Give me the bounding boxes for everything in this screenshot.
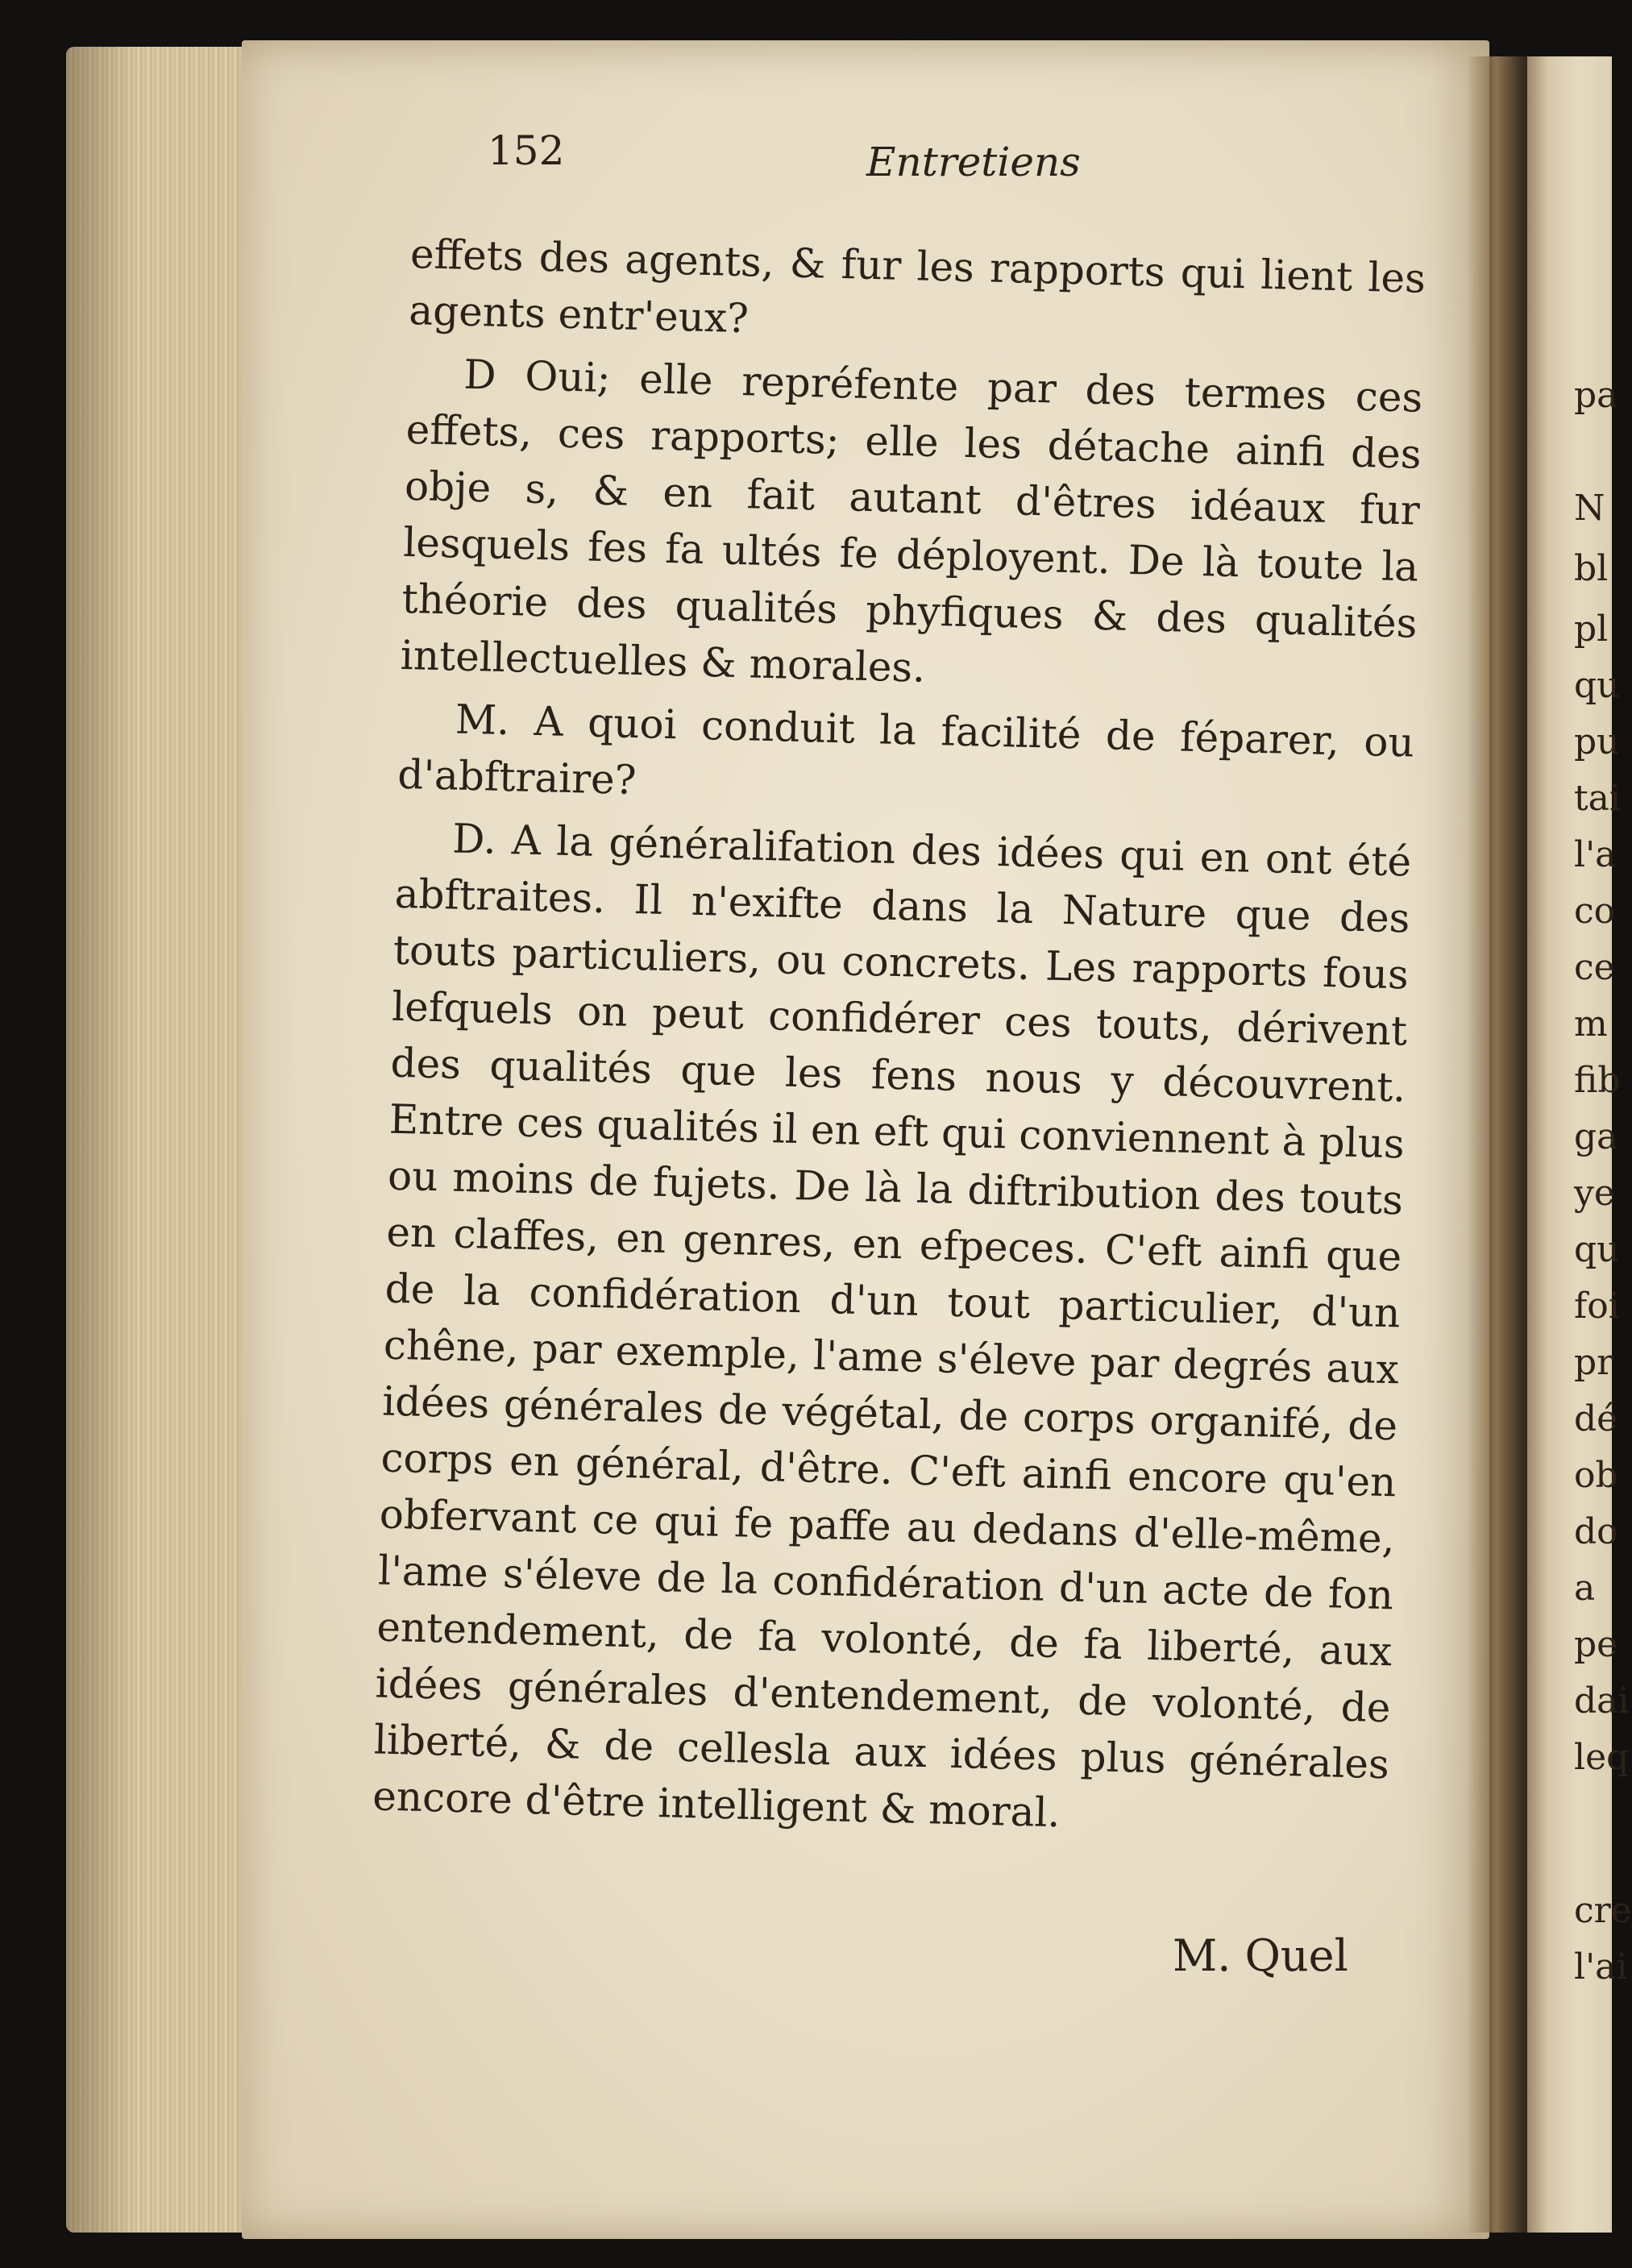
next-page-fragment: qu <box>1574 1229 1620 1270</box>
paragraph: effets des agents, & fur les rapports qui lient les agents entr'eux? <box>408 230 1426 343</box>
next-page <box>1527 56 1632 2233</box>
next-page-fragment: bl <box>1574 548 1609 589</box>
next-page-fragment: a <box>1574 1568 1596 1609</box>
next-page-fragment: m <box>1574 1003 1608 1045</box>
next-page-fragment: pr <box>1574 1342 1614 1383</box>
running-head: Entretiens <box>866 139 1081 185</box>
paragraph: D Oui; elle repréfente par des termes ces effets, ces rapports; elle les détache ainfi des obje s, & en fait autant d'êtres idéaux fur lesquels fes fa ultés fe déployent. De là toute la théorie des qualités phyfiques & des qualités intellectuelles & morales. <box>400 351 1423 692</box>
next-page-fragment: l'ai <box>1574 1946 1628 1988</box>
page-body <box>372 226 1426 1855</box>
next-page-fragment: qu <box>1574 665 1620 706</box>
next-page-fragment: leq <box>1574 1737 1630 1778</box>
catchword: M. Quel <box>1173 1930 1348 1981</box>
next-page-fragment: do <box>1574 1511 1618 1552</box>
next-page-fragment: dé <box>1574 1398 1618 1439</box>
paragraph: D. A la généralifation des idées qui en ont été abftraites. Il n'exifte dans la Nature que des touts particuliers, ou concrets. Les rapports fous lefquels on peut confidérer ces touts, dérivent des qualités que les fens nous y découvrent. Entre ces qualités il en eft qui conviennent à plus ou moins de fujets. De là la diftribution des touts en claffes, en genres, en efpeces. C'eft ainfi que de la confidération d'un tout particulier, d'un chêne, par exemple, l'ame s'éleve par degrés aux idées générales de végétal, de corps organifé, de corps en général, d'être. C'eft ainfi encore qu'en obfervant ce qui fe paffe au dedans d'elle-même, l'ame s'éleve de la confidération d'un acte de fon entendement, de fa volonté, de fa liberté, aux idées générales d'entendement, de volonté, de liberté, & de cellesla aux idées plus générales encore d'être intelligent & moral. <box>372 815 1412 1837</box>
next-page-fragment: N <box>1574 488 1605 529</box>
next-page-fragment: pu <box>1574 721 1620 762</box>
next-page-fragment: ob <box>1574 1455 1618 1496</box>
paragraph: M. A quoi conduit la facilité de féparer, ou d'abftraire? <box>397 696 1415 804</box>
next-page-fragment: cre <box>1574 1890 1632 1931</box>
next-page-fragment: dai <box>1574 1680 1630 1722</box>
next-page-fragment: foi <box>1574 1286 1620 1327</box>
next-page-fragment: tai <box>1574 778 1621 819</box>
next-page-fragment: pa <box>1574 375 1618 416</box>
next-page-fragment: ye <box>1574 1173 1615 1214</box>
next-page-fragment: ga <box>1574 1116 1618 1157</box>
next-page-fragment: l'a <box>1574 834 1617 875</box>
next-page-fragment: fib <box>1574 1060 1621 1101</box>
next-page-fragment: pl <box>1574 609 1609 650</box>
next-page-fragment: co <box>1574 891 1616 932</box>
next-page-fragment: ce <box>1574 947 1615 988</box>
page-number: 152 <box>488 127 565 174</box>
next-page-fragment: pe <box>1574 1624 1618 1665</box>
